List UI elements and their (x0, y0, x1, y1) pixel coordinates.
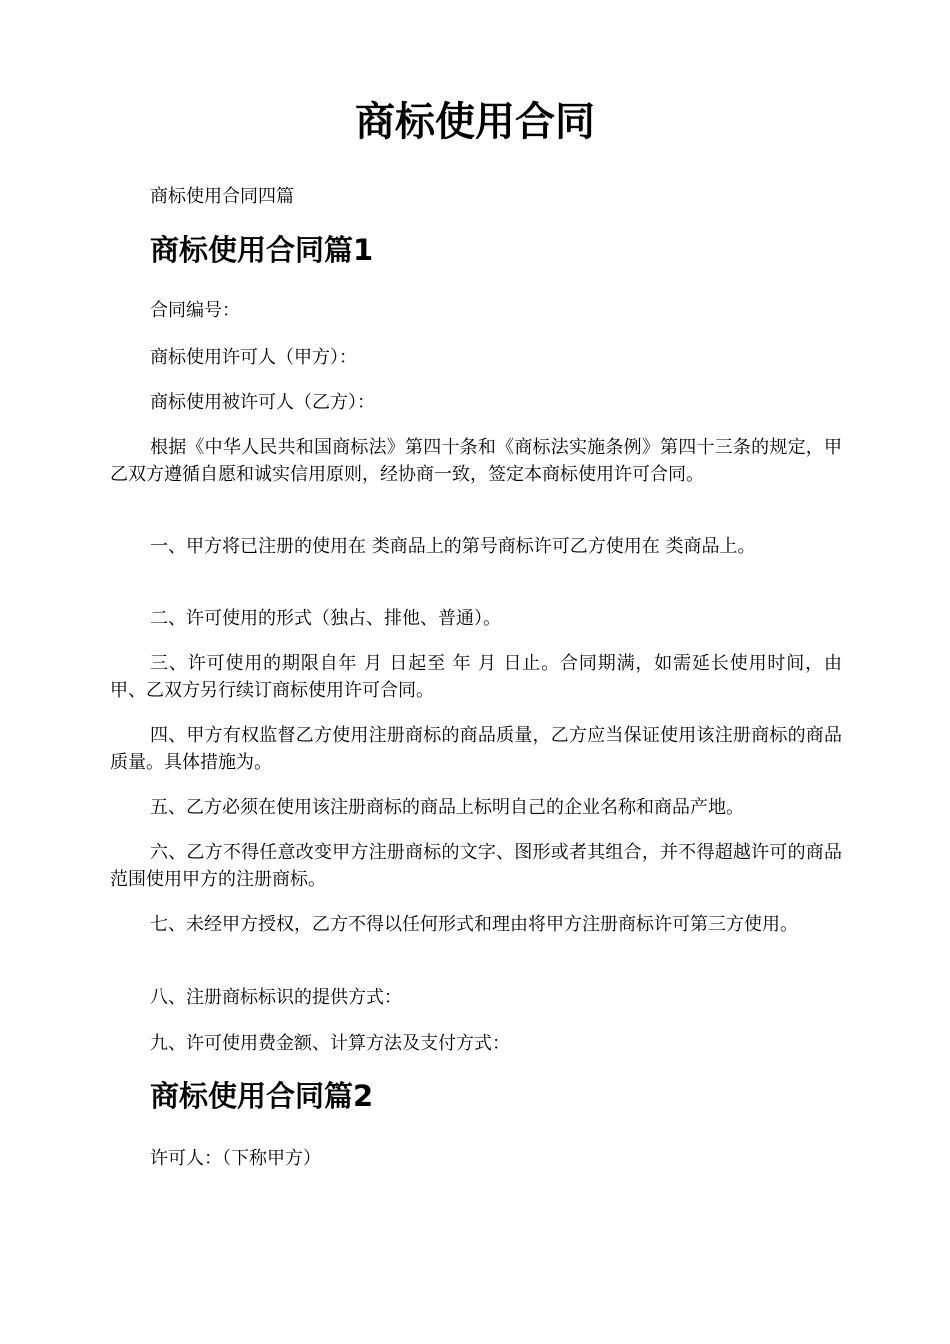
clause-6-paragraph: 六、乙方不得任意改变甲方注册商标的文字、图形或者其组合，并不得超越许可的商品范围使用甲方的注册商标。 (110, 842, 842, 890)
document-title: 商标使用合同 (355, 99, 595, 145)
section-2-heading: 商标使用合同篇2 (150, 1079, 374, 1113)
clause-5-paragraph: 五、乙方必须在使用该注册商标的商品上标明自己的企业名称和商品产地。 (150, 797, 744, 818)
clause-3-paragraph: 三、许可使用的期限自年 月 日起至 年 月 日止。合同期满，如需延长使用时间，由甲、乙双方另行续订商标使用许可合同。 (110, 653, 842, 701)
clause-4-paragraph: 四、甲方有权监督乙方使用注册商标的商品质量，乙方应当保证使用该注册商标的商品质量。具体措施为。 (110, 725, 842, 773)
section-2-licensor-line: 许可人：（下称甲方） (150, 1148, 321, 1169)
document-subtitle: 商标使用合同四篇 (150, 186, 294, 207)
licensee-line: 商标使用被许可人（乙方）： (150, 392, 375, 413)
clause-1-paragraph: 一、甲方将已注册的使用在 类商品上的第号商标许可乙方使用在 类商品上。 (150, 536, 756, 557)
clause-9-paragraph: 九、许可使用费金额、计算方法及支付方式： (150, 1033, 510, 1054)
clause-2-paragraph: 二、许可使用的形式（独占、排他、普通）。 (150, 608, 501, 629)
preamble-paragraph: 根据《中华人民共和国商标法》第四十条和《商标法实施条例》第四十三条的规定，甲乙双方遵循自愿和诚实信用原则，经协商一致，签定本商标使用许可合同。 (110, 437, 842, 485)
clause-7-paragraph: 七、未经甲方授权，乙方不得以任何形式和理由将甲方注册商标许可第三方使用。 (150, 914, 798, 935)
contract-number-line: 合同编号： (150, 300, 240, 321)
clause-8-paragraph: 八、注册商标标识的提供方式： (150, 987, 402, 1008)
licensor-line: 商标使用许可人（甲方）： (150, 347, 357, 368)
section-1-heading: 商标使用合同篇1 (150, 233, 374, 267)
